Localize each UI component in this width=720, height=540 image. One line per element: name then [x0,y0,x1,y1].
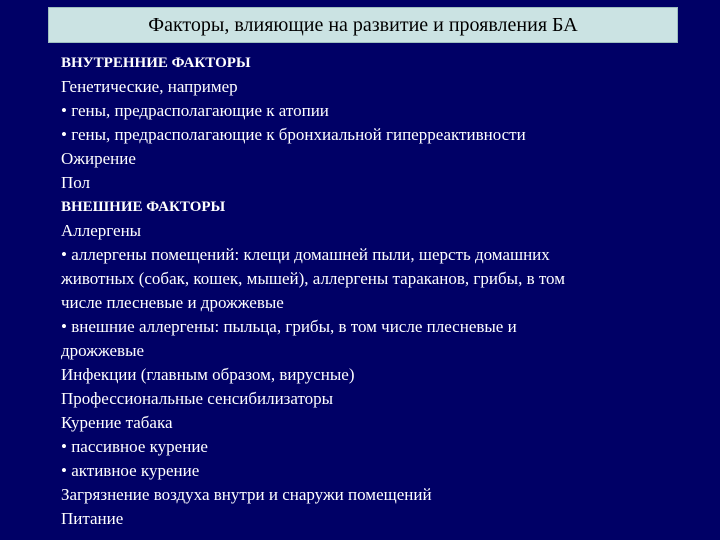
list-item-genetic: Генетические, например [61,77,238,96]
list-item-diet: Питание [61,509,124,528]
slide-title-box [48,7,678,43]
bullet-indoor-allergens-cont-2: числе плесневые и дрожжевые [61,293,284,312]
bullet-passive-smoking: • пассивное курение [61,437,208,456]
slide-title: Факторы, влияющие на развитие и проявления БА [148,14,578,36]
bullet-indoor-allergens-cont-1: животных (собак, кошек, мышей), аллергены тараканов, грибы, в том [61,269,565,288]
bullet-atopy-genes: • гены, предрасполагающие к атопии [61,101,329,120]
list-item-obesity: Ожирение [61,149,136,168]
bullet-outdoor-allergens-cont: дрожжевые [61,341,145,360]
list-item-sex: Пол [61,173,91,192]
bullet-active-smoking: • активное курение [61,461,200,480]
list-item-allergens: Аллергены [61,221,142,240]
list-item-occupational-sensitizers: Профессиональные сенсибилизаторы [61,389,334,408]
slide-content [61,51,701,531]
section-heading-external: ВНЕШНИЕ ФАКТОРЫ [61,199,226,215]
list-item-infections: Инфекции (главным образом, вирусные) [61,365,355,384]
list-item-smoking: Курение табака [61,413,173,432]
section-heading-internal: ВНУТРЕННИЕ ФАКТОРЫ [61,55,251,71]
list-item-air-pollution: Загрязнение воздуха внутри и снаружи помещений [61,485,432,504]
bullet-outdoor-allergens: • внешние аллергены: пыльца, грибы, в том числе плесневые и [61,317,517,336]
bullet-hyperreactivity-genes: • гены, предрасполагающие к бронхиальной гиперреактивности [61,125,526,144]
bullet-indoor-allergens: • аллергены помещений: клещи домашней пыли, шерсть домашних [61,245,550,264]
